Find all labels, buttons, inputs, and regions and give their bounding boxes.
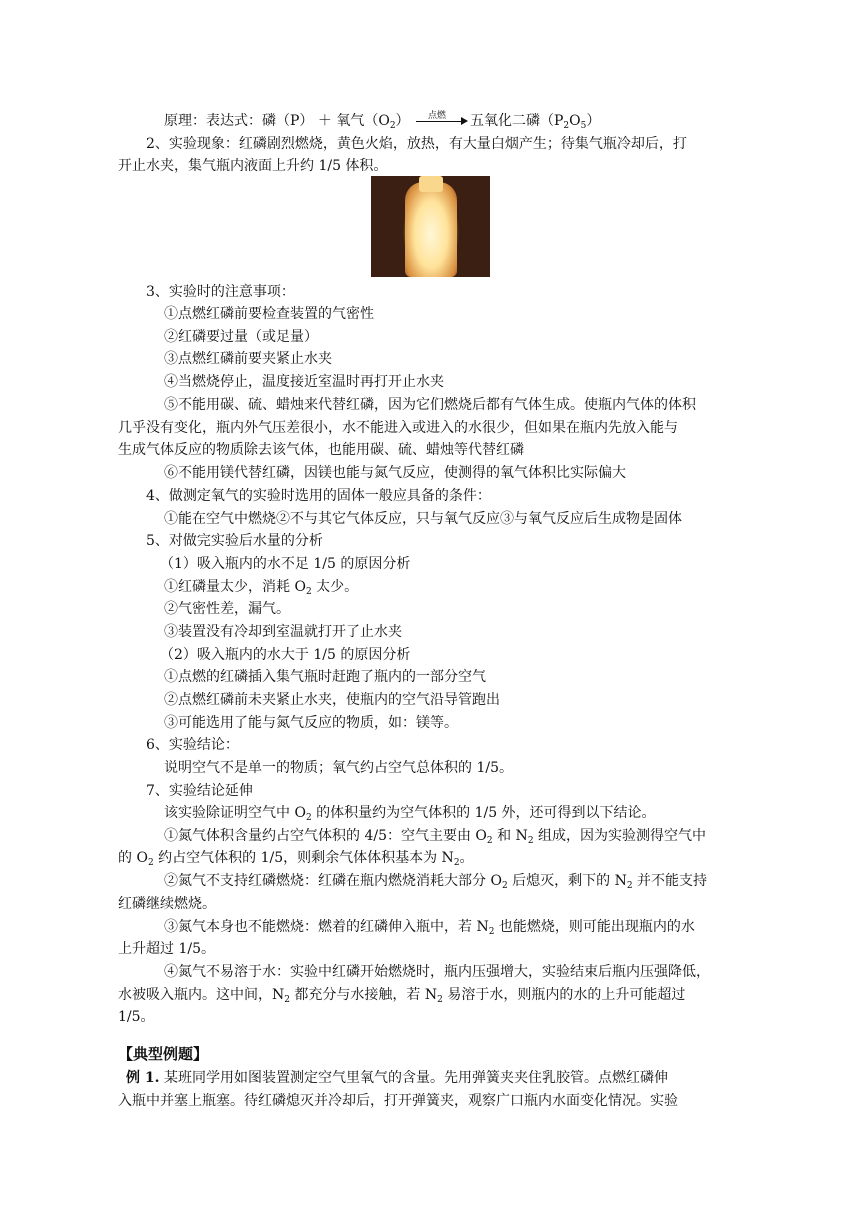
principle-line bbox=[164, 110, 600, 132]
precautions-title: 3、实验时的注意事项： bbox=[146, 284, 295, 300]
text-part: 组成，因为实验测得空气中 bbox=[533, 828, 706, 844]
principle-mid: ） bbox=[395, 113, 410, 129]
conditions-line: ①能在空气中燃烧②不与其它气体反应，只与氧气反应③与氧气反应后生成物是固体 bbox=[164, 511, 682, 527]
extension-p4-line-3: 1/5。 bbox=[118, 1009, 155, 1025]
subscript: 2 bbox=[563, 121, 570, 131]
phenomenon-line-1: 2、实验现象：红磷剧烈燃烧，黄色火焰，放热，有大量白烟产生；待集气瓶冷却后，打 bbox=[146, 136, 687, 152]
text-part: 和 N bbox=[492, 828, 528, 844]
principle-prefix: 原理：表达式：磷（P） ＋ 氧气（O bbox=[164, 113, 390, 129]
text-part: ②氮气不支持红磷燃烧：红磷在瓶内燃烧消耗大部分 O bbox=[164, 873, 502, 889]
principle-end: ） bbox=[586, 113, 601, 129]
subscript: 2 bbox=[437, 995, 443, 1005]
examples-heading: 【典型例题】 bbox=[118, 1045, 209, 1063]
example-label: 例 1. bbox=[126, 1070, 160, 1086]
phosphorus-burning-photo bbox=[371, 176, 490, 277]
precaution-item-6: ⑥不能用镁代替红磷，因镁也能与氮气反应，使测得的氧气体积比实际偏大 bbox=[164, 465, 626, 481]
text-part: 易溶于水，则瓶内的水的上升可能超过 bbox=[442, 987, 686, 1003]
text-part: ③氮气本身也不能燃烧：燃着的红磷伸入瓶中，若 N bbox=[164, 919, 489, 935]
text-part: 都充分与水接触，若 N bbox=[289, 987, 438, 1003]
subscript: 2 bbox=[453, 858, 460, 868]
text-part: ①氮气体积含量约占空气体积的 4/5：空气主要由 O bbox=[164, 828, 487, 844]
principle-o: O bbox=[569, 113, 581, 129]
text-part: 该实验除证明空气中 O bbox=[164, 805, 306, 821]
text-part: 并不能支持 bbox=[632, 873, 708, 889]
extension-p2-line-2: 红磷继续燃烧。 bbox=[118, 896, 216, 912]
extension-p2-line-1 bbox=[164, 870, 707, 892]
text-part: 的 O bbox=[118, 850, 148, 866]
text-part: 约占空气体积的 1/5，则剩余气体体积基本为 N bbox=[153, 850, 454, 866]
analysis-less-title: （1）吸入瓶内的水不足 1/5 的原因分析 bbox=[160, 556, 411, 572]
text-part: 后熄灭，剩下的 N bbox=[507, 873, 627, 889]
precaution-item-5-line-1: ⑤不能用碳、硫、蜡烛来代替红磷，因为它们燃烧后都有气体生成。使瓶内气体的体积 bbox=[164, 397, 696, 413]
extension-p3-line-2: 上升超过 1/5。 bbox=[118, 941, 215, 957]
text-part: 。 bbox=[459, 850, 474, 866]
analysis-more-2: ②点燃红磷前未夹紧止水夹，使瓶内的空气沿导管跑出 bbox=[164, 692, 500, 708]
text-part: ①红磷量太少，消耗 O bbox=[164, 579, 306, 595]
extension-p4-line-1: ④氮气不易溶于水：实验中红磷开始燃烧时，瓶内压强增大，实验结束后瓶内压强降低， bbox=[164, 964, 710, 980]
arrow-condition: 点燃 bbox=[428, 111, 447, 121]
conclusion-text: 说明空气不是单一的物质；氧气约占空气总体积的 1/5。 bbox=[164, 760, 513, 776]
analysis-title: 5、对做完实验后水量的分析 bbox=[146, 533, 323, 549]
analysis-more-1: ①点燃的红磷插入集气瓶时赶跑了瓶内的一部分空气 bbox=[164, 669, 486, 685]
precaution-item-3: ③点燃红磷前要夹紧止水夹 bbox=[164, 351, 332, 367]
subscript: 2 bbox=[527, 836, 534, 846]
subscript: 2 bbox=[486, 836, 493, 846]
phenomenon-line-2: 开止水夹，集气瓶内液面上升约 1/5 体积。 bbox=[118, 158, 388, 174]
extension-title: 7、实验结论延伸 bbox=[146, 783, 253, 799]
extension-intro bbox=[164, 802, 656, 824]
subscript: 2 bbox=[284, 995, 290, 1005]
analysis-more-title: （2）吸入瓶内的水大于 1/5 的原因分析 bbox=[160, 647, 411, 663]
example-1-line-2: 入瓶中并塞上瓶塞。待红磷熄灭并冷却后，打开弹簧夹，观察广口瓶内水面变化情况。实验 bbox=[118, 1093, 678, 1109]
text-part: 某班同学用如图装置测定空气里氧气的含量。先用弹簧夹夹住乳胶管。点燃红磷伸 bbox=[159, 1070, 668, 1086]
precaution-item-1: ①点燃红磷前要检查装置的气密性 bbox=[164, 306, 374, 322]
reaction-arrow-icon bbox=[416, 111, 468, 128]
text-part: 水被吸入瓶内。这中间，N bbox=[118, 987, 285, 1003]
conclusion-title: 6、实验结论： bbox=[146, 737, 239, 753]
precaution-item-5-line-2: 几乎没有变化，瓶内外气压差很小，水不能进入或进入的水很少，但如果在瓶内先放入能与 bbox=[118, 420, 678, 436]
analysis-less-1 bbox=[164, 576, 358, 598]
principle-product: 五氧化二磷（P bbox=[470, 113, 564, 129]
subscript: 2 bbox=[147, 858, 154, 868]
analysis-less-3: ③装置没有冷却到室温就打开了止水夹 bbox=[164, 624, 402, 640]
precaution-item-2: ②红磷要过量（或足量） bbox=[164, 329, 318, 345]
text-part: 太少。 bbox=[311, 579, 359, 595]
subscript: 2 bbox=[501, 881, 508, 891]
subscript: 5 bbox=[580, 121, 587, 131]
analysis-less-2: ②气密性差，漏气。 bbox=[164, 601, 290, 617]
analysis-more-3: ③可能选用了能与氮气反应的物质，如：镁等。 bbox=[164, 715, 458, 731]
extension-p1-line-2 bbox=[118, 847, 474, 869]
extension-p3-line-1 bbox=[164, 916, 695, 938]
subscript: 2 bbox=[389, 121, 396, 131]
example-1-line-1 bbox=[126, 1067, 668, 1089]
extension-p4-line-2 bbox=[118, 984, 685, 1006]
subscript: 2 bbox=[488, 927, 495, 937]
text-part: 的体积量约为空气体积的 1/5 外，还可得到以下结论。 bbox=[311, 805, 656, 821]
precaution-item-4: ④当燃烧停止，温度接近室温时再打开止水夹 bbox=[164, 374, 444, 390]
conditions-title: 4、做测定氧气的实验时选用的固体一般应具备的条件： bbox=[146, 488, 491, 504]
precaution-item-5-line-3: 生成气体反应的物质除去该气体，也能用碳、硫、蜡烛等代替红磷 bbox=[118, 442, 524, 458]
subscript: 2 bbox=[305, 587, 312, 597]
subscript: 2 bbox=[626, 881, 633, 891]
subscript: 2 bbox=[305, 813, 312, 823]
extension-p1-line-1 bbox=[164, 825, 706, 847]
text-part: 也能燃烧，则可能出现瓶内的水 bbox=[494, 919, 695, 935]
